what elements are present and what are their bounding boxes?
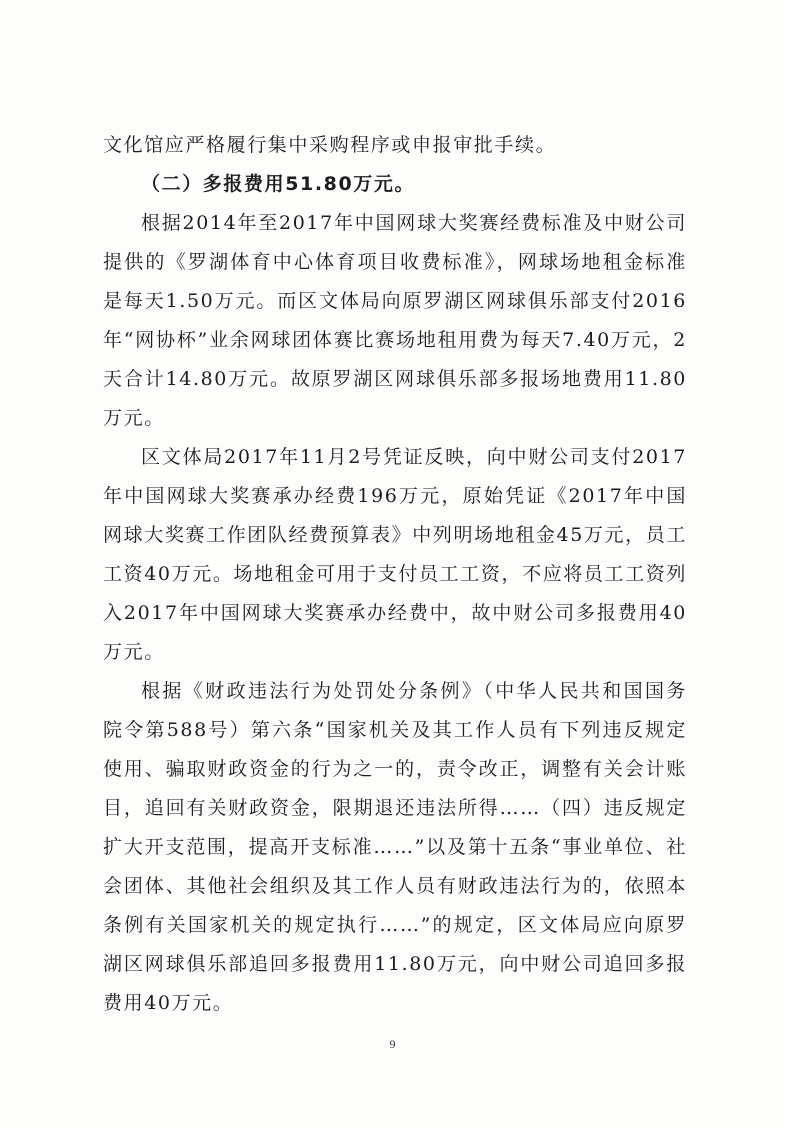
page-number: 9 xyxy=(389,1037,396,1051)
paragraph-procurement-note: 文化馆应严格履行集中采购程序或申报审批手续。 xyxy=(103,134,557,156)
paragraph-venue-rent: 根据2014年至2017年中国网球大奖赛经费标准及中财公司提供的《罗湖体育中心体育项目收费标准》，网球场地租金标准是每天1.50万元。而区文体局向原罗湖区网球俱乐部支付2016年“网协杯”业余网球团体赛比赛场地租用费为每天7.40万元，2天合计14.80万元。故原罗湖区网球俱乐部多报场地费用11.80万元。 xyxy=(103,212,687,429)
paragraph-legal-basis: 根据《财政违法行为处罚处分条例》（中华人民共和国国务院令第588号）第六条“国家机关及其工作人员有下列违反规定使用、骗取财政资金的行为之一的，责令改正，调整有关会计账目，追回有关财政资金，限期退还违法所得……（四）违反规定扩大开支范围，提高开支标准……”以及第十五条“事业单位、社会团体、其他社会组织及其工作人员有财政违法行为的，依照本条例有关国家机关的规定执行……”的规定，区文体局应向原罗湖区网球俱乐部追回多报费用11.80万元，向中财公司追回多报费用40万元。 xyxy=(103,680,687,1014)
section-heading-overreported-fees: （二）多报费用51.80万元。 xyxy=(141,173,416,195)
paragraph-staff-wages: 区文体局2017年11月2号凭证反映，向中财公司支付2017年中国网球大奖赛承办经费196万元，原始凭证《2017年中国网球大奖赛工作团队经费预算表》中列明场地租金45万元，员工工资40万元。场地租金可用于支付员工工资，不应将员工工资列入2017年中国网球大奖赛承办经费中，故中财公司多报费用40万元。 xyxy=(103,446,687,663)
body-text xyxy=(103,126,687,1023)
